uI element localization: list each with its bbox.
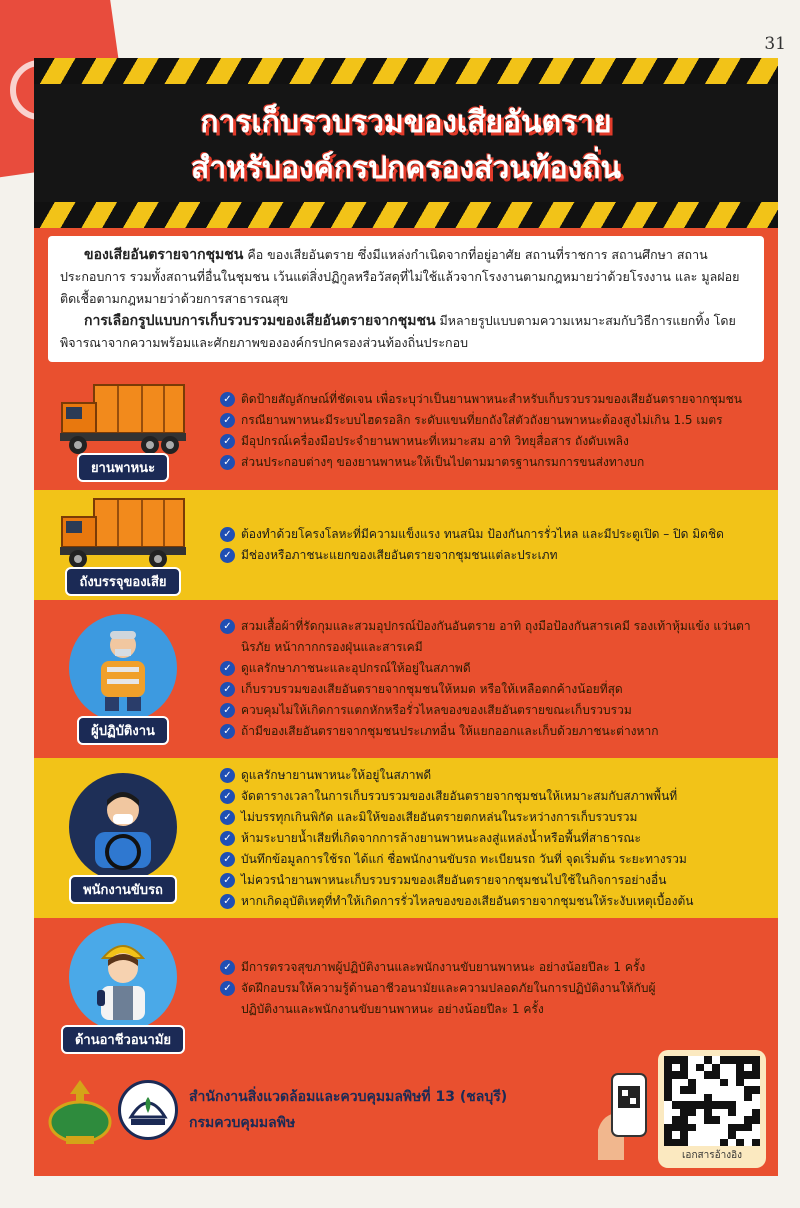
check-icon: ✓	[220, 455, 235, 470]
health-avatar	[69, 923, 177, 1031]
list-item: ✓ มีอุปกรณ์เครื่องมือประจำยานพาหนะที่เหมาะสม อาทิ วิทยุสื่อสาร ถังดับเพลิง	[220, 431, 764, 452]
worker-list	[198, 616, 764, 742]
intro-term-1: ของเสียอันตรายจากชุมชน	[84, 247, 244, 263]
poster	[34, 58, 778, 1161]
phone-hand-icon	[594, 1070, 658, 1160]
check-icon: ✓	[220, 548, 235, 563]
check-icon: ✓	[220, 434, 235, 449]
check-icon: ✓	[220, 960, 235, 975]
list-item: ✓ ไม่บรรทุกเกินพิกัด และมิให้ของเสียอันตรายตกหล่นในระหว่างการเก็บรวบรวม	[220, 807, 764, 828]
container-truck-icon	[58, 495, 188, 573]
check-icon: ✓	[220, 682, 235, 697]
list-item: ✓ จัดฝึกอบรมให้ความรู้ด้านอาชีวอนามัยและความปลอดภัยในการปฏิบัติงานให้กับผู้ปฏิบัติงานและพนักงานขับยานพาหนะ อย่างน้อยปีละ 1 ครั้ง	[220, 978, 664, 1020]
worker-avatar	[69, 614, 177, 722]
qr-card[interactable]	[658, 1050, 766, 1168]
title-band	[34, 84, 778, 202]
check-icon: ✓	[220, 894, 235, 909]
worker-illustration	[48, 614, 198, 745]
intro-box	[48, 236, 764, 362]
driver-illustration	[48, 773, 198, 904]
check-icon: ✓	[220, 413, 235, 428]
check-icon: ✓	[220, 392, 235, 407]
intro-text-1: คือ ของเสียอันตราย ซึ่งมีแหล่งกำเนิดจากที่อยู่อาศัย สถานที่ราชการ สถานศึกษา สถานประกอบการ รวมทั้งสถานที่อื่นในชุมชน เว้นแต่สิ่งปฏิกูลหรือวัสดุที่ไม่ใช้แล้วจากโรงงานตามกฎหมายว่าด้วยโรงงาน และ มูลฝอยติดเชื้อตามกฎหมายว่าด้วยการสาธารณสุข	[60, 247, 740, 306]
list-item: ✓ ดูแลรักษายานพาหนะให้อยู่ในสภาพดี	[220, 765, 764, 786]
check-icon: ✓	[220, 852, 235, 867]
list-item: ✓ กรณียานพาหนะมีระบบไฮดรอลิก ระดับแขนที่ยกถังใส่ตัวถังยานพาหนะต้องสูงไม่เกิน 1.5 เมตร	[220, 410, 764, 431]
section-driver	[34, 758, 778, 918]
intro-term-2: การเลือกรูปแบบการเก็บรวบรวมของเสียอันตรายจากชุมชน	[84, 313, 436, 329]
list-item: ✓ ติดป้ายสัญลักษณ์ที่ชัดเจน เพื่อระบุว่าเป็นยานพาหนะสำหรับเก็บรวบรวมของเสียอันตรายจากชุมชน	[220, 389, 764, 410]
list-item: ✓ มีการตรวจสุขภาพผู้ปฏิบัติงานและพนักงานขับยานพาหนะ อย่างน้อยปีละ 1 ครั้ง	[220, 957, 664, 978]
container-list	[198, 524, 764, 566]
vehicle-illustration	[48, 381, 198, 482]
list-item: ✓ เก็บรวบรวมของเสียอันตรายจากชุมชนให้หมด หรือให้เหลือตกค้างน้อยที่สุด	[220, 679, 764, 700]
truck-icon	[58, 381, 188, 459]
container-illustration	[48, 495, 198, 596]
hazard-stripe-top	[34, 58, 778, 84]
list-item: ✓ หากเกิดอุบัติเหตุที่ทำให้เกิดการรั่วไหลของของเสียอันตรายจากชุมชนให้ระงับเหตุเบื้องต้น	[220, 891, 764, 912]
health-worker-icon	[83, 932, 163, 1022]
health-list	[198, 957, 764, 1020]
check-icon: ✓	[220, 527, 235, 542]
footer	[34, 1058, 778, 1176]
intro-wrapper	[34, 228, 778, 372]
list-item: ✓ จัดตารางเวลาในการเก็บรวบรวมของเสียอันตรายจากชุมชนให้เหมาะสมกับสภาพพื้นที่	[220, 786, 764, 807]
vehicle-list	[198, 389, 764, 473]
check-icon: ✓	[220, 789, 235, 804]
government-emblem-icon	[44, 1078, 116, 1148]
list-item: ✓ ถ้ามีของเสียอันตรายจากชุมชนประเภทอื่น ให้แยกออกและเก็บด้วยภาชนะต่างหาก	[220, 721, 764, 742]
page-number: 31	[764, 34, 786, 54]
worker-icon	[83, 623, 163, 713]
driver-avatar	[69, 773, 177, 881]
check-icon: ✓	[220, 661, 235, 676]
title-line-1: การเก็บรวบรวมของเสียอันตราย	[200, 105, 612, 140]
section-label-container: ถังบรรจุของเสีย	[65, 567, 180, 596]
intro-text-2: มีหลายรูปแบบตามความเหมาะสมกับวิธีการแยกทิ้ง โดยพิจารณาจากความพร้อมและศักยภาพขององค์กรปกครองส่วนท้องถิ่นประกอบ	[60, 313, 736, 350]
section-label-worker: ผู้ปฏิบัติงาน	[77, 716, 169, 745]
list-item: ✓ ไม่ควรนำยานพาหนะเก็บรวบรวมของเสียอันตรายจากชุมชนไปใช้ในกิจการอย่างอื่น	[220, 870, 764, 891]
section-worker	[34, 600, 778, 758]
intro-paragraph-1	[60, 244, 752, 310]
check-icon: ✓	[220, 724, 235, 739]
qr-caption: เอกสารอ้างอิง	[682, 1150, 742, 1161]
list-item: ✓ ดูแลรักษาภาชนะและอุปกรณ์ให้อยู่ในสภาพดี	[220, 658, 764, 679]
hazard-stripe-bottom	[34, 202, 778, 228]
check-icon: ✓	[220, 768, 235, 783]
list-item: ✓ ส่วนประกอบต่างๆ ของยานพาหนะให้เป็นไปตามมาตรฐานกรมการขนส่งทางบก	[220, 452, 764, 473]
check-icon: ✓	[220, 831, 235, 846]
section-label-health: ด้านอาชีวอนามัย	[61, 1025, 185, 1054]
title-line-2: สำหรับองค์กรปกครองส่วนท้องถิ่น	[191, 151, 621, 186]
driver-list	[198, 765, 764, 912]
section-label-vehicle: ยานพาหนะ	[77, 453, 169, 482]
qr-code[interactable]	[664, 1056, 760, 1146]
list-item: ✓ สวมเสื้อผ้าที่รัดกุมและสวมอุปกรณ์ป้องกันอันตราย อาทิ ถุงมือป้องกันสารเคมี รองเท้าหุ้มแข้ง แว่นตานิรภัย หน้ากากกรองฝุ่นและสารเคมี	[220, 616, 764, 658]
list-item: ✓ ควบคุมไม่ให้เกิดการแตกหักหรือรั่วไหลของของเสียอันตรายขณะเก็บรวบรวม	[220, 700, 764, 721]
check-icon: ✓	[220, 981, 235, 996]
section-vehicle	[34, 372, 778, 490]
check-icon: ✓	[220, 810, 235, 825]
section-label-driver: พนักงานขับรถ	[69, 875, 177, 904]
list-item: ✓ ต้องทำด้วยโครงโลหะที่มีความแข็งแรง ทนสนิม ป้องกันการรั่วไหล และมีประตูเปิด – ปิด มิดชิด	[220, 524, 764, 545]
department-name: กรมควบคุมมลพิษ	[189, 1115, 296, 1131]
driver-icon	[81, 782, 165, 872]
pcd-logo-icon	[118, 1080, 178, 1140]
check-icon: ✓	[220, 619, 235, 634]
health-illustration	[48, 923, 198, 1054]
list-item: ✓ ห้ามระบายน้ำเสียที่เกิดจากการล้างยานพาหนะลงสู่แหล่งน้ำหรือพื้นที่สาธารณะ	[220, 828, 764, 849]
check-icon: ✓	[220, 873, 235, 888]
agency-name: สำนักงานสิ่งแวดล้อมและควบคุมมลพิษที่ 13 (ชลบุรี)	[189, 1089, 508, 1105]
section-occupational-health	[34, 918, 778, 1058]
check-icon: ✓	[220, 703, 235, 718]
list-item: ✓ มีช่องหรือภาชนะแยกของเสียอันตรายจากชุมชนแต่ละประเภท	[220, 545, 764, 566]
list-item: ✓ บันทึกข้อมูลการใช้รถ ได้แก่ ชื่อพนักงานขับรถ ทะเบียนรถ วันที่ จุดเริ่มต้น ระยะทางรวม	[220, 849, 764, 870]
agency-block	[189, 1084, 507, 1136]
intro-paragraph-2	[60, 310, 752, 354]
section-container	[34, 490, 778, 600]
